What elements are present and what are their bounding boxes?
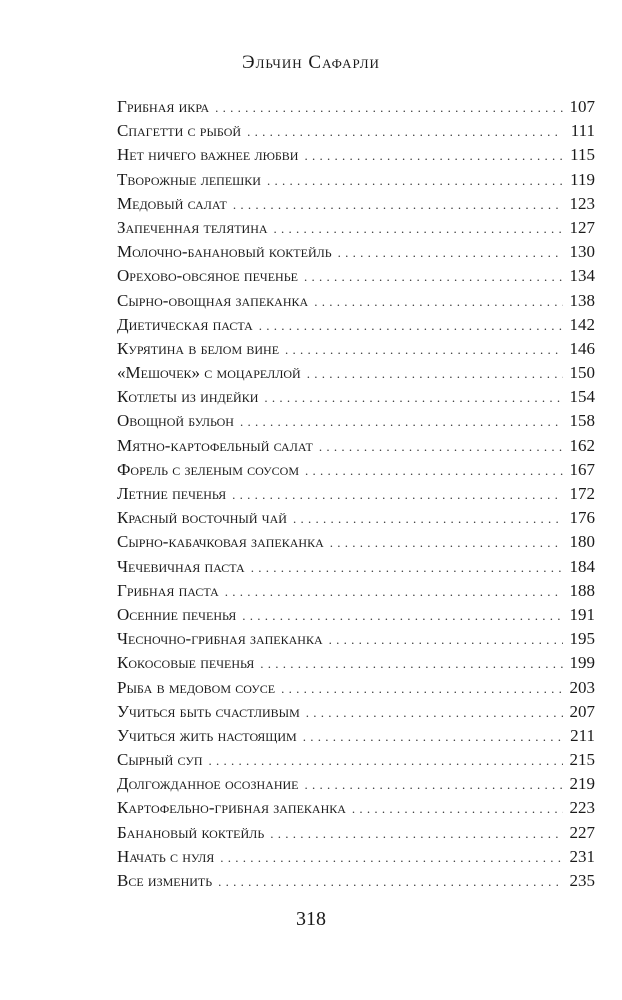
toc-entry: [117, 143, 595, 167]
dot-leader: [240, 410, 563, 434]
toc-entry: [117, 168, 595, 192]
toc-entry-page: 142: [569, 314, 595, 334]
toc-entry-title: Картофельно-грибная запеканка: [117, 798, 346, 818]
dot-leader: [260, 652, 563, 676]
toc-entry-page: 119: [570, 169, 595, 189]
toc-entry-page: 203: [569, 677, 595, 697]
toc-entry-page: 176: [569, 508, 595, 528]
toc-entry: [117, 845, 595, 869]
toc-entry-title: Спагетти с рыбой: [117, 121, 242, 141]
dot-leader: [264, 386, 563, 410]
toc-entry-page: 180: [569, 532, 595, 552]
dot-leader: [225, 580, 563, 604]
dot-leader: [209, 749, 563, 773]
toc-entry-page: 219: [569, 774, 595, 794]
toc-entry-page: 158: [569, 411, 595, 431]
dot-leader: [293, 507, 563, 531]
table-of-contents: [117, 95, 595, 893]
toc-entry-page: 107: [569, 97, 595, 116]
toc-entry-title: Красный восточный чай: [117, 508, 287, 528]
toc-entry: [117, 264, 595, 288]
dot-leader: [285, 338, 563, 362]
toc-entry: [117, 119, 595, 143]
toc-entry-title: Сырно-кабачковая запеканка: [117, 532, 324, 552]
toc-entry: [117, 482, 595, 506]
dot-leader: [251, 556, 563, 580]
toc-entry-page: 127: [569, 217, 595, 237]
toc-entry: [117, 555, 595, 579]
toc-entry: [117, 869, 595, 893]
toc-entry-title: Мятно-картофельный салат: [117, 435, 313, 455]
toc-entry-page: 111: [570, 121, 595, 141]
dot-leader: [259, 314, 563, 338]
toc-entry-title: Молочно-банановый коктейль: [117, 242, 332, 262]
toc-entry-title: Запеченная телятина: [117, 217, 268, 237]
toc-entry-page: 150: [569, 363, 595, 383]
dot-leader: [281, 677, 563, 701]
toc-entry-title: Летние печенья: [117, 484, 227, 503]
toc-entry: [117, 434, 595, 458]
toc-entry-title: Все изменить: [117, 871, 213, 890]
toc-entry-page: 199: [569, 653, 595, 673]
toc-entry-title: Чесночно-грибная запеканка: [117, 629, 323, 649]
toc-entry-title: Начать с нуля: [117, 846, 215, 866]
toc-entry-page: 207: [569, 701, 595, 721]
dot-leader: [314, 290, 563, 314]
dot-leader: [304, 265, 563, 289]
dot-leader: [319, 435, 563, 459]
toc-entry-title: Медовый салат: [117, 193, 227, 213]
dot-leader: [304, 144, 563, 168]
dot-leader: [303, 725, 563, 749]
toc-entry-page: 195: [569, 629, 595, 649]
toc-entry-title: Учиться жить настоящим: [117, 725, 297, 745]
toc-entry-page: 167: [569, 459, 595, 479]
toc-entry: [117, 313, 595, 337]
running-head: Эльчин Сафарли: [242, 52, 380, 73]
toc-entry: [117, 530, 595, 554]
toc-entry-title: Банановый коктейль: [117, 822, 265, 842]
toc-entry-title: Грибная икра: [117, 97, 210, 116]
toc-entry-title: Грибная паста: [117, 580, 219, 600]
toc-entry: [117, 627, 595, 651]
toc-entry-title: Творожные лепешки: [117, 169, 261, 189]
toc-entry-page: 184: [569, 556, 595, 576]
dot-leader: [330, 531, 563, 555]
toc-entry-title: Осенние печенья: [117, 604, 237, 624]
toc-entry-page: 223: [569, 798, 595, 818]
toc-entry-page: 138: [569, 290, 595, 310]
dot-leader: [306, 701, 563, 725]
toc-entry-page: 146: [569, 338, 595, 358]
dot-leader: [329, 628, 563, 652]
toc-entry: [117, 796, 595, 820]
toc-entry-title: Овощной бульон: [117, 411, 234, 431]
toc-entry-title: Диетическая паста: [117, 314, 253, 334]
toc-entry-title: Форель с зеленым соусом: [117, 459, 300, 479]
dot-leader: [305, 459, 563, 483]
toc-entry-title: Орехово-овсяное печенье: [117, 266, 298, 286]
dot-leader: [267, 169, 563, 193]
toc-entry: [117, 700, 595, 724]
toc-entry: [117, 95, 595, 119]
toc-entry: [117, 409, 595, 433]
toc-entry-title: Рыба в медовом соусе: [117, 677, 276, 697]
dot-leader: [307, 362, 563, 386]
toc-entry: [117, 337, 595, 361]
toc-entry-title: Учиться быть счастливым: [117, 701, 300, 721]
toc-entry-title: Нет ничего важнее любви: [117, 145, 299, 165]
toc-entry: [117, 748, 595, 772]
toc-entry-page: 231: [569, 846, 595, 866]
dot-leader: [304, 773, 563, 797]
toc-entry-page: 123: [569, 193, 595, 213]
toc-entry-page: 235: [569, 871, 595, 890]
toc-entry: [117, 361, 595, 385]
dot-leader: [352, 797, 563, 821]
toc-entry-title: Кокосовые печенья: [117, 653, 255, 673]
dot-leader: [247, 120, 563, 144]
toc-entry: [117, 724, 595, 748]
toc-entry: [117, 192, 595, 216]
toc-entry-title: Курятина в белом вине: [117, 338, 280, 358]
toc-entry: [117, 772, 595, 796]
toc-entry: [117, 676, 595, 700]
toc-entry-page: 188: [569, 580, 595, 600]
toc-entry-title: Чечевичная паста: [117, 556, 245, 576]
dot-leader: [270, 822, 563, 846]
dot-leader: [232, 483, 563, 507]
toc-entry-page: 215: [569, 750, 595, 770]
dot-leader: [233, 193, 563, 217]
toc-entry: [117, 385, 595, 409]
dot-leader: [215, 96, 563, 120]
toc-entry-title: Сырный суп: [117, 750, 203, 770]
toc-entry-page: 211: [570, 725, 595, 745]
toc-entry-page: 134: [569, 266, 595, 286]
toc-entry-title: Долгожданное осознание: [117, 774, 299, 794]
toc-entry: [117, 603, 595, 627]
toc-entry-title: Сырно-овощная запеканка: [117, 290, 309, 310]
toc-entry-page: 162: [569, 435, 595, 455]
toc-entry-title: «Мешочек» с моцареллой: [117, 363, 301, 383]
dot-leader: [338, 241, 563, 265]
toc-entry-page: 115: [570, 145, 595, 165]
page-number: 318: [296, 908, 326, 930]
dot-leader: [220, 846, 563, 870]
toc-entry: [117, 240, 595, 264]
toc-entry: [117, 289, 595, 313]
toc-entry: [117, 458, 595, 482]
toc-entry: [117, 651, 595, 675]
toc-entry: [117, 579, 595, 603]
toc-entry-page: 172: [569, 484, 595, 503]
toc-entry-title: Котлеты из индейки: [117, 387, 259, 407]
toc-entry-page: 191: [569, 604, 595, 624]
toc-entry: [117, 506, 595, 530]
dot-leader: [274, 217, 563, 241]
dot-leader: [218, 870, 563, 894]
toc-entry: [117, 821, 595, 845]
toc-entry-page: 154: [569, 387, 595, 407]
toc-entry-page: 227: [569, 822, 595, 842]
dot-leader: [242, 604, 563, 628]
toc-entry-page: 130: [569, 242, 595, 262]
toc-entry: [117, 216, 595, 240]
